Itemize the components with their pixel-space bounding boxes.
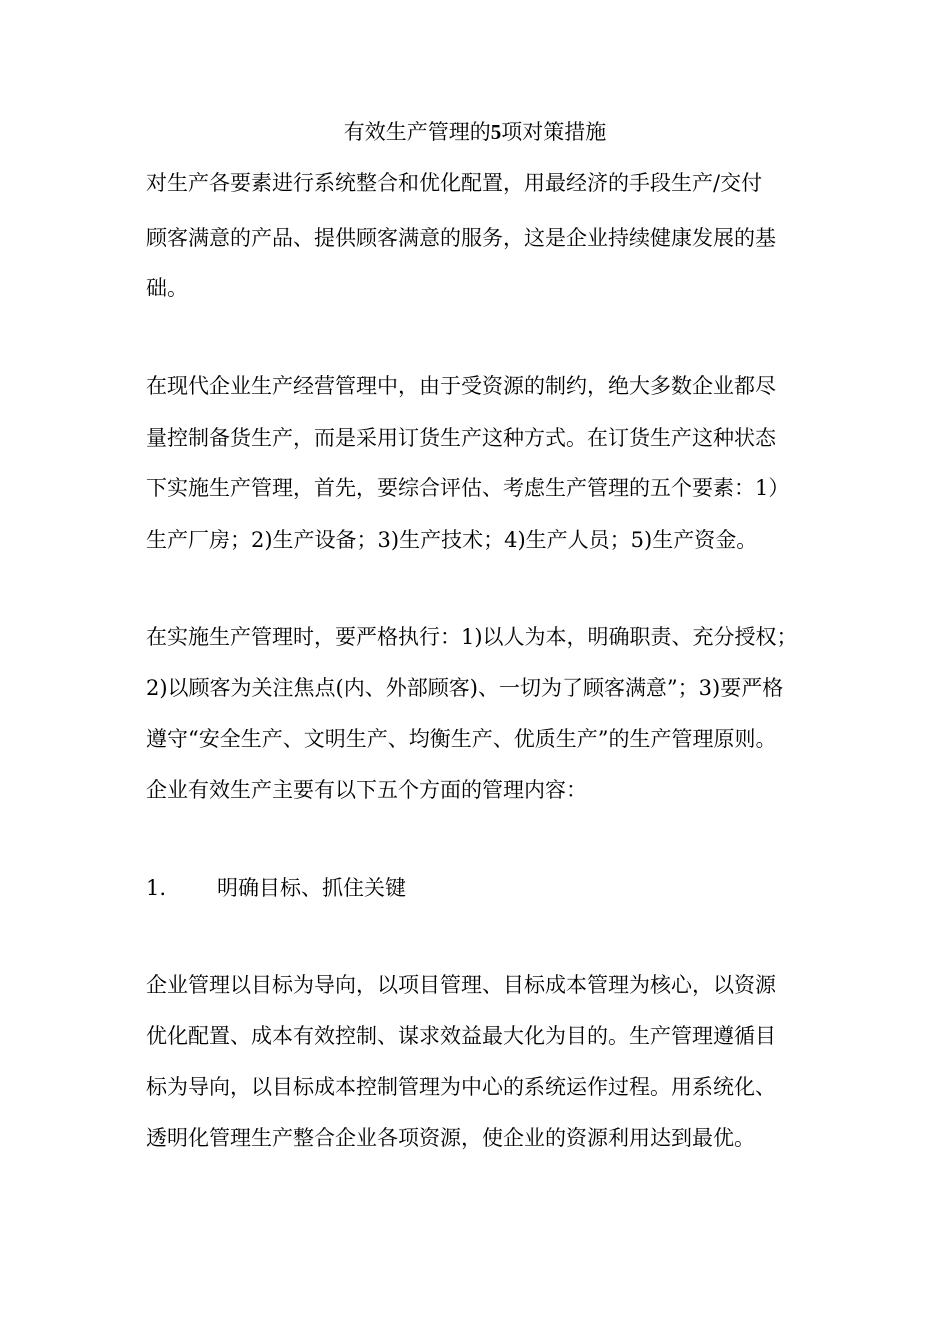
section-number: 1. <box>146 876 167 900</box>
paragraph-line: 优化配置、成本有效控制、谋求效益最大化为目的。生产管理遵循目 <box>146 1024 776 1048</box>
paragraph-line: 企业有效生产主要有以下五个方面的管理内容： <box>146 778 587 802</box>
paragraph-line: 标为导向，以目标成本控制管理为中心的系统运作过程。用系统化、 <box>146 1075 776 1099</box>
paragraph-line: 在实施生产管理时，要严格执行：1)以人为本，明确职责、充分授权； <box>146 625 798 649</box>
title-prefix: 有效生产管理的 <box>343 120 491 144</box>
paragraph-line: 对生产各要素进行系统整合和优化配置，用最经济的手段生产/交付 <box>146 171 763 195</box>
paragraph-line: 下实施生产管理，首先，要综合评估、考虑生产管理的五个要素：1） <box>146 476 790 500</box>
paragraph-line: 生产厂房；2)生产设备；3)生产技术；4)生产人员；5)生产资金。 <box>146 528 758 552</box>
section-heading-text: 明确目标、抓住关键 <box>217 876 406 900</box>
title-suffix: 项对策措施 <box>501 120 607 144</box>
title-number: 5 <box>490 120 502 144</box>
paragraph-line: 础。 <box>146 276 188 300</box>
paragraph-line: 在现代企业生产经营管理中，由于受资源的制约，绝大多数企业都尽 <box>146 374 776 398</box>
paragraph-line: 企业管理以目标为导向，以项目管理、目标成本管理为核心，以资源 <box>146 973 776 997</box>
paragraph-line: 遵守“安全生产、文明生产、均衡生产、优质生产”的生产管理原则。 <box>146 727 777 751</box>
paragraph-line: 顾客满意的产品、提供顾客满意的服务，这是企业持续健康发展的基 <box>146 226 776 250</box>
paragraph-line: 2)以顾客为关注焦点(内、外部顾客)、一切为了顾客满意”；3)要严格 <box>146 676 784 700</box>
paragraph-line: 量控制备货生产，而是采用订货生产这种方式。在订货生产这种状态 <box>146 426 776 450</box>
document-title <box>0 114 950 150</box>
paragraph-line: 透明化管理生产整合企业各项资源，使企业的资源利用达到最优。 <box>146 1126 755 1150</box>
